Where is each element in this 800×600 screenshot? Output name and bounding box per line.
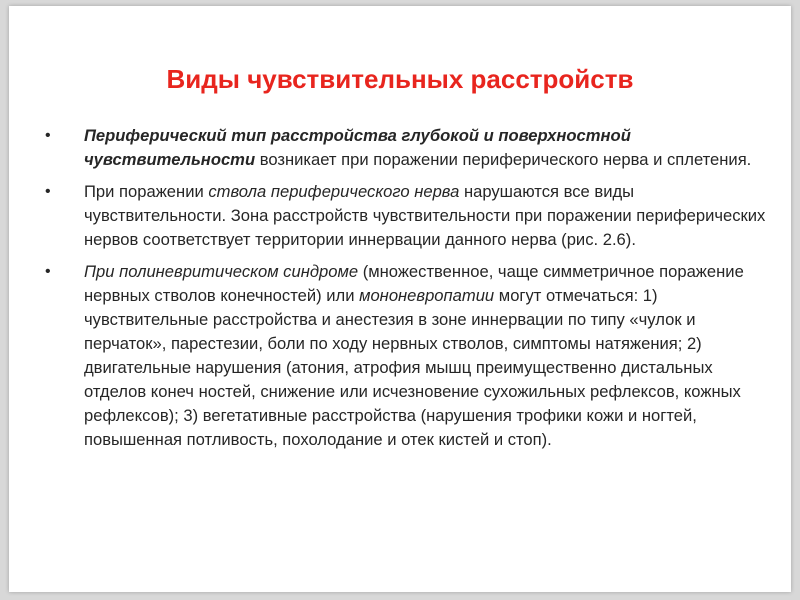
bullet-marker: • bbox=[45, 127, 51, 144]
bullet-emphasis: Периферический тип расстройства глубокой и поверхностной чувствительности bbox=[84, 126, 631, 169]
bullet-text: возникает при поражении периферического нерва и сплетения. bbox=[255, 150, 752, 169]
slide-title: Виды чувствительных расстройств bbox=[166, 64, 634, 94]
bullet-text: (множественное, чаще симметричное поражение нервных стволов конечностей) или bbox=[84, 262, 744, 305]
bullet-emphasis: ствола периферического нерва bbox=[208, 182, 460, 201]
bullet-marker: • bbox=[45, 263, 51, 280]
list-item bbox=[45, 124, 775, 172]
bullet-emphasis: При полиневритическом синдроме bbox=[84, 262, 359, 281]
bullet-marker: • bbox=[45, 183, 51, 200]
list-item bbox=[45, 180, 775, 252]
slide bbox=[9, 6, 791, 592]
bullet-text: нарушаются все виды чувствительности. Зона расстройств чувствительности при поражении периферических нервов соответствует территории иннервации данного нерва (рис. 2.6). bbox=[84, 182, 766, 249]
bullet-emphasis-2: мононевропатии bbox=[359, 286, 495, 305]
bullet-text-prefix: При поражении bbox=[84, 182, 209, 201]
bullet-list bbox=[45, 124, 775, 460]
list-item bbox=[45, 260, 775, 452]
bullet-text-2: могут отмечаться: 1) чувствительные расстройства и анестезия в зоне иннервации по типу «чулок и перчаток», парестезии, боли по ходу нервных стволов, симптомы натяжения; 2) двигательные нарушения (атония, атрофия мышц преимущественно дистальных отделов конеч ностей, снижение или исчезновение сухожильных рефлексов, кожных рефлексов); 3) вегетативные расстройства (нарушения трофики кожи и ногтей, повышенная потливость, похолодание и отек кистей и стоп). bbox=[84, 286, 741, 449]
